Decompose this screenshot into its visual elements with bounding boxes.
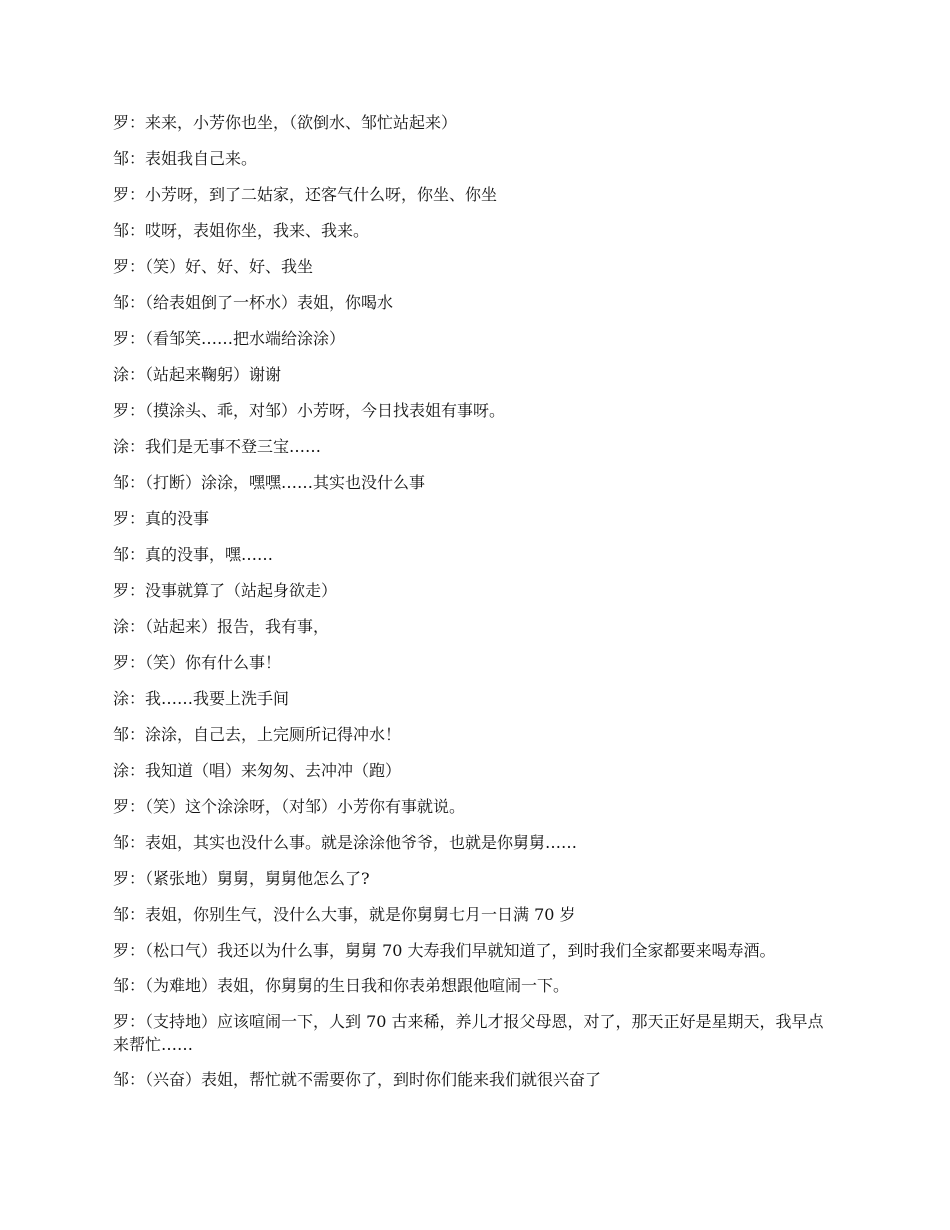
dialogue-line: 罗：真的没事	[113, 509, 210, 528]
dialogue-line: 邹：（兴奋）表姐，帮忙就不需要你了，到时你们能来我们就很兴奋了	[113, 1070, 602, 1089]
dialogue-line: 邹：表姐，你别生气，没什么大事，就是你舅舅七月一日满 70 岁	[113, 905, 576, 924]
dialogue-line: 罗：（看邹笑……把水端给涂涂）	[113, 329, 346, 348]
dialogue-line: 涂：我知道（唱）来匆匆、去冲冲（跑）	[113, 761, 402, 780]
dialogue-line: 罗：没事就算了（站起身欲走）	[113, 581, 338, 600]
dialogue-line: 涂：我们是无事不登三宝……	[113, 437, 322, 456]
dialogue-script	[113, 111, 835, 1104]
dialogue-line: 罗：小芳呀，到了二姑家，还客气什么呀，你坐、你坐	[113, 185, 498, 204]
dialogue-line: 邹：真的没事，嘿……	[113, 545, 274, 564]
dialogue-line: 罗：（笑）你有什么事！	[113, 653, 282, 672]
dialogue-line: 涂：我……我要上洗手间	[113, 689, 290, 708]
dialogue-line: 罗：（紧张地）舅舅，舅舅他怎么了?	[113, 869, 370, 888]
dialogue-line: 涂：（站起来鞠躬）谢谢	[113, 365, 282, 384]
dialogue-line: 罗：（支持地）应该喧闹一下，人到 70 古来稀，养儿才报父母恩，对了，那天正好是星期天，我早点来帮忙……	[113, 1012, 824, 1054]
dialogue-line: 邹：表姐，其实也没什么事。就是涂涂他爷爷，也就是你舅舅……	[113, 833, 578, 852]
dialogue-line: 邹：涂涂，自己去，上完厕所记得冲水！	[113, 725, 402, 744]
dialogue-line: 邹：（打断）涂涂，嘿嘿……其实也没什么事	[113, 473, 426, 492]
dialogue-line: 罗：来来，小芳你也坐，（欲倒水、邹忙站起来）	[113, 113, 458, 132]
dialogue-line: 邹：表姐我自己来。	[113, 149, 258, 168]
dialogue-line: 邹：哎呀，表姐你坐，我来、我来。	[113, 221, 370, 240]
dialogue-line: 邹：（为难地）表姐，你舅舅的生日我和你表弟想跟他喧闹一下。	[113, 976, 570, 995]
dialogue-line: 邹：（给表姐倒了一杯水）表姐，你喝水	[113, 293, 394, 312]
dialogue-line: 涂：（站起来）报告，我有事，	[113, 617, 330, 636]
dialogue-line: 罗：（摸涂头、乖，对邹）小芳呀，今日找表姐有事呀。	[113, 401, 506, 420]
dialogue-line: 罗：（松口气）我还以为什么事，舅舅 70 大寿我们早就知道了，到时我们全家都要来喝寿酒。	[113, 941, 776, 960]
dialogue-line: 罗：（笑）这个涂涂呀，（对邹）小芳你有事就说。	[113, 797, 466, 816]
dialogue-line: 罗：（笑）好、好、好、我坐	[113, 257, 314, 276]
